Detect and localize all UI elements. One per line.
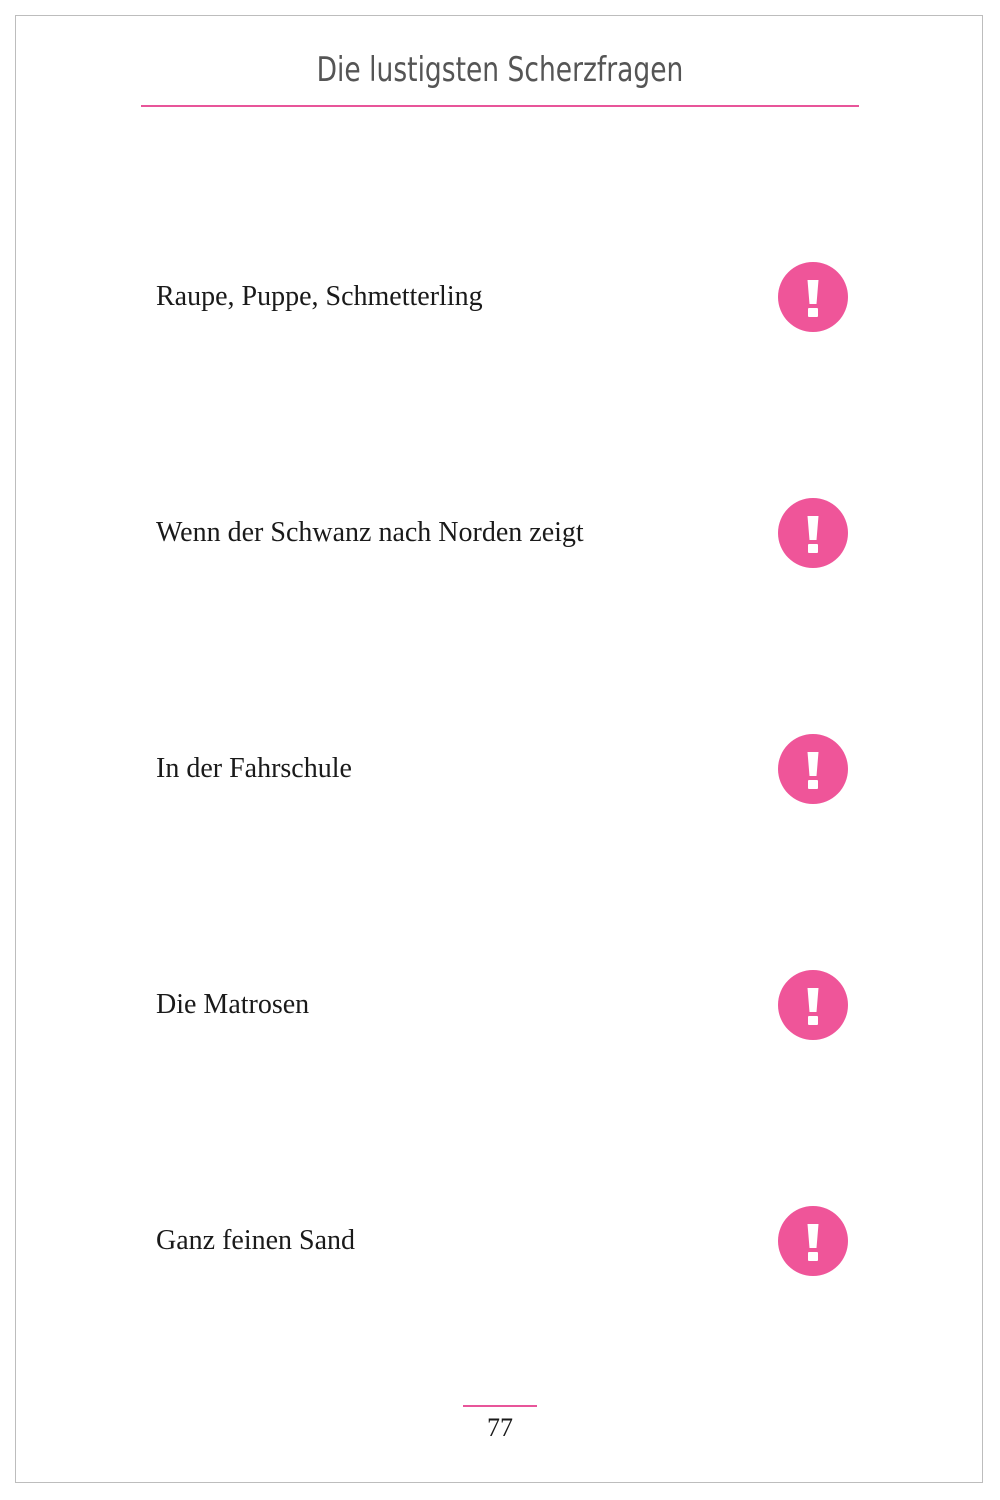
answer-row — [156, 1206, 848, 1276]
exclamation-icon — [778, 1206, 848, 1276]
exclamation-icon — [778, 498, 848, 568]
answer-row — [156, 734, 848, 804]
header-divider — [141, 105, 859, 107]
exclamation-icon — [778, 970, 848, 1040]
exclamation-icon — [778, 734, 848, 804]
exclamation-icon — [778, 262, 848, 332]
answer-row — [156, 262, 848, 332]
answer-row — [156, 498, 848, 568]
answer-text: Die Matrosen — [156, 989, 310, 1020]
footer-divider — [463, 1405, 537, 1407]
answer-row — [156, 970, 848, 1040]
answer-text: Ganz feinen Sand — [156, 1225, 356, 1256]
page-number: 77 — [487, 1413, 513, 1442]
answer-text: In der Fahrschule — [156, 753, 352, 784]
page-title: Die lustigsten Scherzfragen — [316, 50, 684, 90]
answer-text: Wenn der Schwanz nach Norden zeigt — [156, 517, 584, 548]
answer-text: Raupe, Puppe, Schmetterling — [156, 281, 483, 312]
